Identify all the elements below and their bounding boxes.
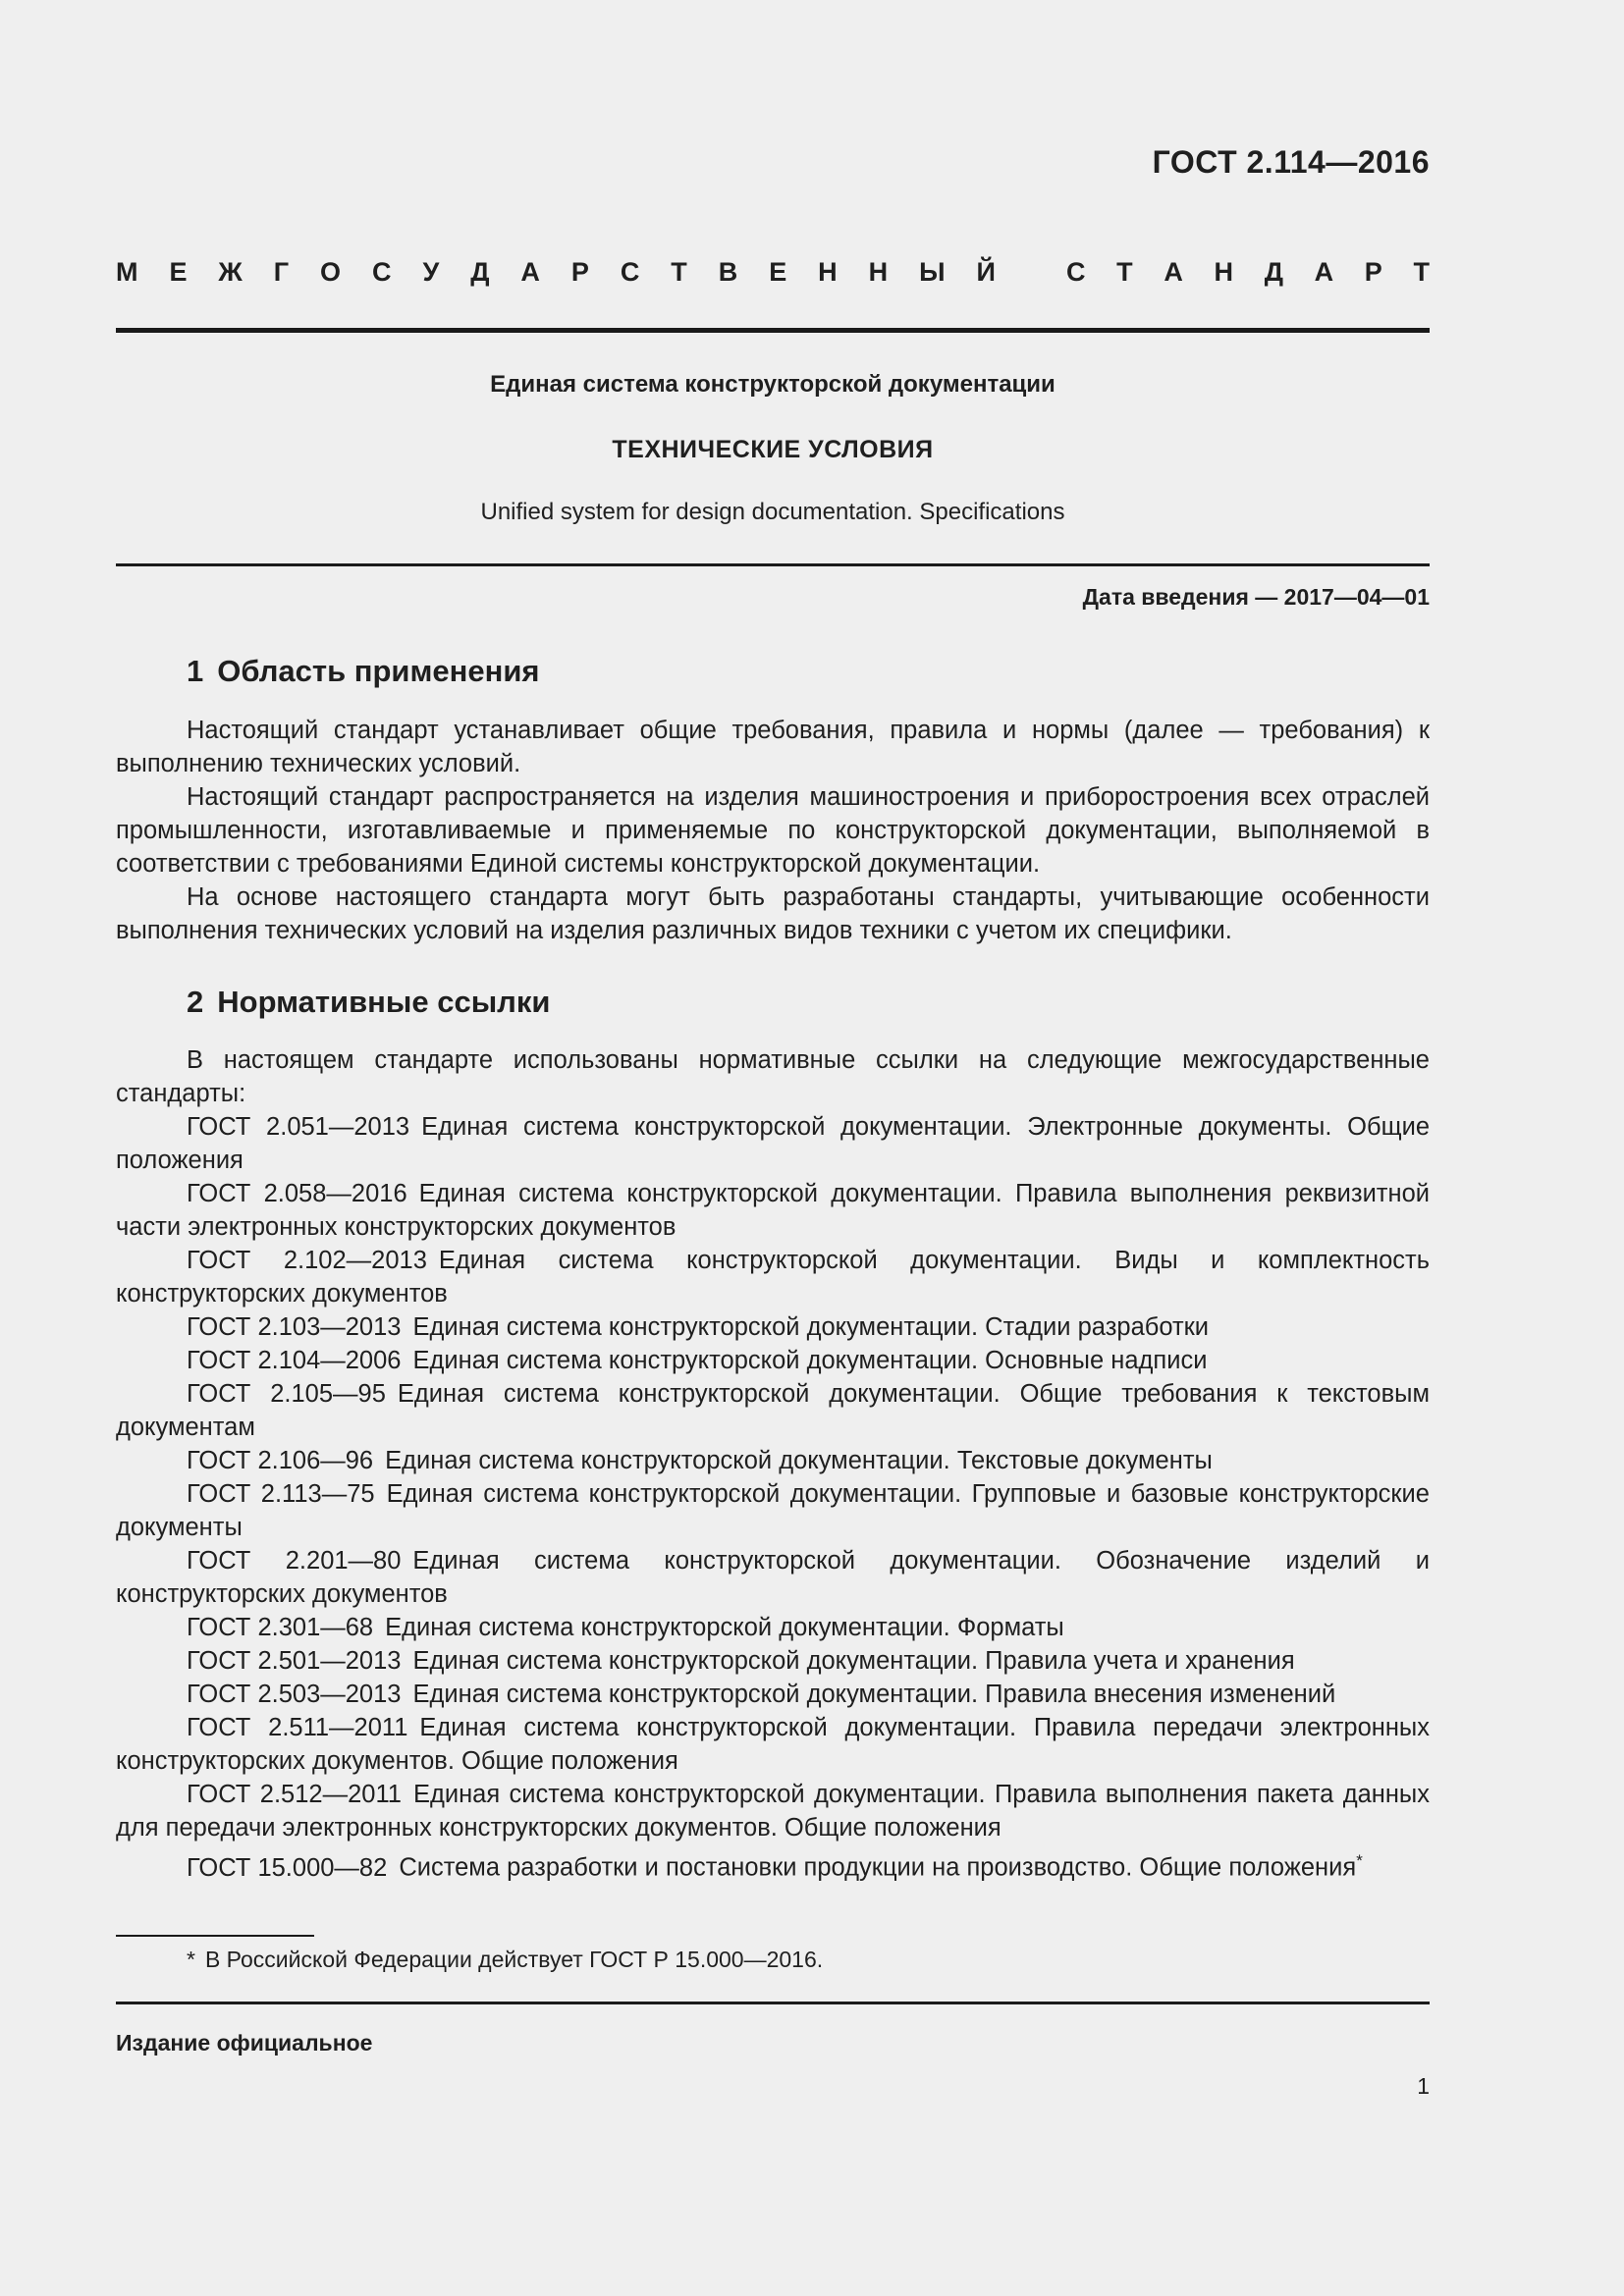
banner-letter: С <box>372 257 392 287</box>
introduction-date: Дата введения — 2017—04—01 <box>1082 584 1430 610</box>
banner-letter: Г <box>273 257 290 287</box>
section-1-number: 1 <box>187 654 204 688</box>
section-2-number: 2 <box>187 985 204 1019</box>
page-number: 1 <box>1417 2073 1430 2099</box>
reference-code: ГОСТ 2.051—2013 <box>187 1113 410 1141</box>
reference-item <box>116 1244 1430 1310</box>
reference-title: Единая система конструкторской документации. Правила учета и хранения <box>412 1647 1295 1675</box>
reference-item <box>116 1778 1430 1844</box>
banner-letter: Й <box>976 257 996 287</box>
reference-item <box>116 1678 1430 1711</box>
document-number: ГОСТ 2.114—2016 <box>1152 144 1430 180</box>
reference-title: Система разработки и постановки продукции на производство. Общие положения <box>399 1853 1357 1882</box>
section-1-body <box>116 714 1430 947</box>
reference-title: Единая система конструкторской документации. Групповые и базовые конструкторские документы <box>116 1480 1430 1541</box>
reference-code: ГОСТ 2.512—2011 <box>187 1781 402 1808</box>
reference-item <box>116 1711 1430 1778</box>
reference-code: ГОСТ 2.104—2006 <box>187 1347 402 1374</box>
footnote <box>187 1947 823 1973</box>
reference-title: Единая система конструкторской документации. Правила выполнения пакета данных для передачи электронных конструкторских документов. Общие положения <box>116 1781 1431 1842</box>
banner-letter: Ж <box>218 257 243 287</box>
banner-letter: Р <box>1364 257 1382 287</box>
reference-title: Единая система конструкторской документации. Форматы <box>385 1614 1064 1641</box>
reference-title: Единая система конструкторской документации. Правила передачи электронных конструкторских документов. Общие положения <box>116 1714 1430 1775</box>
reference-title: Единая система конструкторской документации. Стадии разработки <box>412 1313 1210 1341</box>
banner-letter: М <box>116 257 138 287</box>
banner-letter: Е <box>169 257 188 287</box>
section-1-paragraph: На основе настоящего стандарта могут быть разработаны стандарты, учитывающие особенности выполнения технических условий на изделия различных видов техники с учетом их специфики. <box>116 883 1430 944</box>
banner-letter: Н <box>818 257 838 287</box>
title-english: Unified system for design documentation. Specifications <box>480 499 1065 525</box>
section-1-paragraph: Настоящий стандарт распространяется на изделия машиностроения и приборостроения всех отраслей промышленности, изготавливаемые и применяемые по конструкторской документации, выполняемой в соответствии с требованиями Единой системы конструкторской документации. <box>116 783 1430 878</box>
banner-letter: С <box>620 257 640 287</box>
reference-code: ГОСТ 2.503—2013 <box>187 1681 402 1708</box>
title-main: ТЕХНИЧЕСКИЕ УСЛОВИЯ <box>612 436 934 463</box>
banner-letter: Т <box>671 257 687 287</box>
footnote-divider <box>116 1935 314 1937</box>
banner-letter: А <box>1314 257 1334 287</box>
document-page <box>116 0 1430 2296</box>
banner-letter: Д <box>1264 257 1283 287</box>
reference-item <box>116 1477 1430 1544</box>
reference-item <box>116 1644 1430 1678</box>
banner-letter: Е <box>769 257 787 287</box>
reference-code: ГОСТ 2.201—80 <box>187 1547 402 1575</box>
reference-code: ГОСТ 2.103—2013 <box>187 1313 402 1341</box>
section-1-paragraph: Настоящий стандарт устанавливает общие требования, правила и нормы (далее — требования) к выполнению технических условий. <box>116 717 1430 777</box>
banner-letter: Р <box>570 257 589 287</box>
reference-item <box>116 1844 1430 1885</box>
reference-item <box>116 1110 1430 1177</box>
reference-title: Единая система конструкторской документации. Общие требования к текстовым документам <box>116 1380 1430 1441</box>
reference-code: ГОСТ 2.102—2013 <box>187 1247 427 1274</box>
footnote-reference-mark: * <box>1356 1851 1363 1870</box>
banner-letter: Н <box>868 257 889 287</box>
banner-letter: Т <box>1116 257 1133 287</box>
standard-type-word-standard <box>1066 257 1430 288</box>
reference-code: ГОСТ 2.105—95 <box>187 1380 386 1408</box>
section-2-heading <box>187 985 550 1020</box>
section-2-title: Нормативные ссылки <box>217 985 551 1019</box>
reference-title: Единая система конструкторской документации. Обозначение изделий и конструкторских документов <box>116 1547 1430 1608</box>
banner-letter: Ы <box>919 257 946 287</box>
reference-item <box>116 1611 1430 1644</box>
banner-letter: А <box>520 257 540 287</box>
reference-code: ГОСТ 2.301—68 <box>187 1614 374 1641</box>
standard-type-banner <box>116 257 1430 288</box>
banner-letter: В <box>718 257 738 287</box>
banner-letter: Н <box>1214 257 1234 287</box>
reference-item <box>116 1444 1430 1477</box>
reference-title: Единая система конструкторской документации. Правила выполнения реквизитной части электронных конструкторских документов <box>116 1180 1430 1241</box>
title-system: Единая система конструкторской документации <box>490 371 1056 398</box>
reference-item <box>116 1310 1430 1344</box>
reference-item <box>116 1544 1430 1611</box>
reference-item <box>116 1377 1430 1444</box>
section-1-title: Область применения <box>217 654 540 688</box>
reference-code: ГОСТ 2.113—75 <box>187 1480 375 1508</box>
title-divider <box>116 563 1430 566</box>
reference-title: Единая система конструкторской документации. Электронные документы. Общие положения <box>116 1113 1430 1174</box>
header-divider <box>116 328 1430 333</box>
banner-letter: Т <box>1413 257 1430 287</box>
reference-code: ГОСТ 2.106—96 <box>187 1447 374 1474</box>
reference-item <box>116 1177 1430 1244</box>
reference-code: ГОСТ 2.058—2016 <box>187 1180 407 1207</box>
reference-title: Единая система конструкторской документации. Текстовые документы <box>385 1447 1213 1474</box>
reference-code: ГОСТ 15.000—82 <box>187 1853 388 1882</box>
banner-letter: У <box>422 257 440 287</box>
banner-letter: О <box>320 257 342 287</box>
edition-label: Издание официальное <box>116 2030 373 2056</box>
reference-item <box>116 1344 1430 1377</box>
reference-title: Единая система конструкторской документации. Правила внесения изменений <box>412 1681 1336 1708</box>
banner-letter: С <box>1066 257 1086 287</box>
normative-references <box>116 1043 1430 1885</box>
reference-title: Единая система конструкторской документации. Основные надписи <box>412 1347 1208 1374</box>
footnote-mark: * <box>187 1947 195 1972</box>
reference-code: ГОСТ 2.501—2013 <box>187 1647 402 1675</box>
section-1-heading <box>187 654 540 689</box>
banner-letter: Д <box>470 257 490 287</box>
section-2-intro: В настоящем стандарте использованы нормативные ссылки на следующие межгосударственные стандарты: <box>116 1046 1430 1107</box>
banner-letter: А <box>1164 257 1183 287</box>
footnote-text: В Российской Федерации действует ГОСТ Р 15.000—2016. <box>204 1947 824 1972</box>
standard-type-word-interstate <box>116 257 996 288</box>
reference-code: ГОСТ 2.511—2011 <box>187 1714 408 1741</box>
reference-title: Единая система конструкторской документации. Виды и комплектность конструкторских документов <box>116 1247 1430 1308</box>
footer-divider <box>116 2002 1430 2004</box>
